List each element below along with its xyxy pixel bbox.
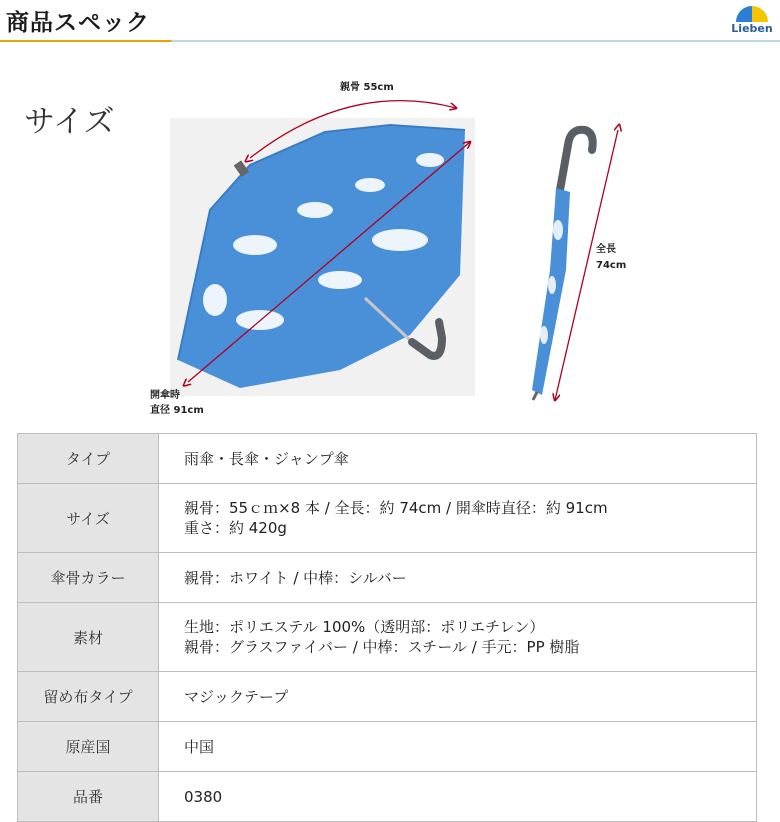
table-row bbox=[18, 434, 757, 484]
logo-text: Lieben bbox=[731, 22, 773, 35]
page-title: 商品スペック bbox=[6, 10, 150, 36]
umbrella-logo-icon bbox=[728, 2, 776, 24]
table-row bbox=[18, 484, 757, 553]
spec-value: 中国 bbox=[159, 722, 757, 772]
total-length-label-line1: 全長 bbox=[596, 244, 616, 255]
spec-key: 原産国 bbox=[18, 722, 159, 772]
table-row bbox=[18, 772, 757, 822]
open-diameter-label-line1: 開傘時 bbox=[150, 390, 180, 401]
header-divider bbox=[0, 40, 780, 42]
spec-key: 素材 bbox=[18, 603, 159, 672]
spec-key: 傘骨カラー bbox=[18, 553, 159, 603]
table-row bbox=[18, 672, 757, 722]
closed-umbrella-image bbox=[532, 130, 593, 400]
spec-key: サイズ bbox=[18, 484, 159, 553]
spec-value: 親骨：55ｃｍ×8 本 / 全長：約 74cm / 開傘時直径：約 91cm 重さ：約 420g bbox=[159, 484, 757, 553]
spec-table bbox=[17, 433, 757, 822]
section-heading-size: サイズ bbox=[24, 104, 115, 140]
total-length-label-line2: 74cm bbox=[596, 260, 627, 271]
spec-value: 生地：ポリエステル 100%（透明部：ポリエチレン） 親骨：グラスファイバー / 中棒：スチール / 手元：PP 樹脂 bbox=[159, 603, 757, 672]
spec-value: 親骨：ホワイト / 中棒：シルバー bbox=[159, 553, 757, 603]
spec-value: 0380 bbox=[159, 772, 757, 822]
table-row bbox=[18, 603, 757, 672]
spec-key: タイプ bbox=[18, 434, 159, 484]
table-row bbox=[18, 553, 757, 603]
spec-key: 品番 bbox=[18, 772, 159, 822]
open-umbrella-image bbox=[170, 118, 475, 396]
table-row bbox=[18, 722, 757, 772]
open-diameter-label-line2: 直径 91cm bbox=[150, 405, 204, 416]
brand-logo bbox=[728, 2, 776, 38]
rib-length-label: 親骨 55cm bbox=[340, 82, 394, 93]
umbrella-size-illustration bbox=[140, 70, 640, 420]
page-header bbox=[0, 0, 780, 42]
spec-key: 留め布タイプ bbox=[18, 672, 159, 722]
spec-value: 雨傘・長傘・ジャンプ傘 bbox=[159, 434, 757, 484]
spec-value: マジックテープ bbox=[159, 672, 757, 722]
